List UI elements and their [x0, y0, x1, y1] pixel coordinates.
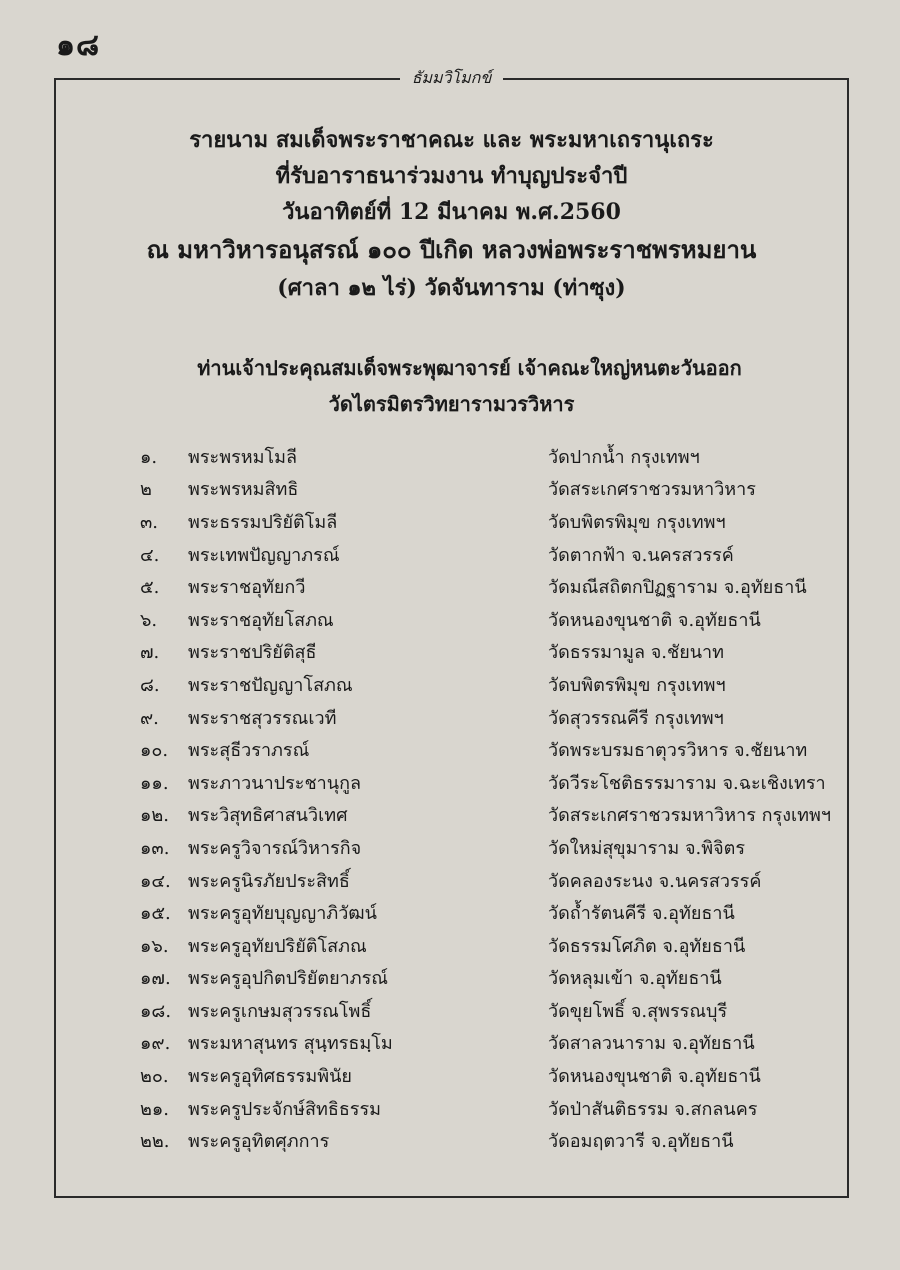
monk-name: พระธรรมปริยัติโมลี — [188, 511, 338, 533]
monk-num: ๒๑. — [140, 1098, 170, 1120]
monk-temple: วัดธรรมโศภิต จ.อุทัยธานี — [548, 935, 746, 957]
monk-name: พระครูวิจารณ์วิหารกิจ — [188, 837, 362, 859]
monk-num: ๒ — [140, 479, 152, 501]
presiding-monk — [56, 350, 847, 422]
list-item — [140, 473, 831, 506]
monk-name: พระสุธีวราภรณ์ — [188, 740, 310, 762]
monk-num: ๘. — [140, 674, 160, 696]
monk-num: ๑๒. — [140, 805, 170, 827]
monk-name: พระวิสุทธิศาสนวิเทศ — [188, 805, 348, 827]
list-item — [140, 603, 831, 636]
monk-num: ๑๑. — [140, 772, 169, 794]
monk-temple: วัดสุวรรณคีรี กรุงเทพฯ — [548, 707, 724, 729]
monk-num: ๑๐. — [140, 740, 169, 762]
list-item — [140, 896, 831, 929]
presiding-temple: วัดไตรมิตรวิทยารามวรวิหาร — [328, 392, 575, 416]
monk-temple: วัดหนองขุนชาติ จ.อุทัยธานี — [548, 1066, 761, 1088]
monk-name: พระพรหมโมลี — [188, 446, 298, 468]
monk-name: พระครูนิรภัยประสิทธิ์ — [188, 870, 350, 892]
list-item — [140, 1059, 831, 1092]
list-item — [140, 962, 831, 995]
title-block — [56, 122, 847, 306]
monk-num: ๑๘. — [140, 1000, 172, 1022]
list-item — [140, 701, 831, 734]
monk-temple: วัดธรรมามูล จ.ชัยนาท — [548, 642, 725, 664]
monk-name: พระราชอุทัยโสภณ — [188, 609, 334, 631]
list-item — [140, 799, 831, 832]
presiding-title: ท่านเจ้าประคุณสมเด็จพระพุฒาจารย์ เจ้าคณะใหญ่หนตะวันออก — [197, 356, 742, 380]
title-line-3: วันอาทิตย์ที่ 12 มีนาคม พ.ศ.2560 — [282, 199, 621, 225]
monk-name: พระครูอุทัยบุญญาภิวัฒน์ — [188, 903, 377, 925]
monk-name: พระพรหมสิทธิ — [188, 479, 299, 501]
monk-num: ๒๐. — [140, 1066, 169, 1088]
monk-num: ๒๒. — [140, 1131, 170, 1153]
monk-temple: วัดมณีสถิตกปิฏฐาราม จ.อุทัยธานี — [548, 577, 807, 599]
list-item — [140, 733, 831, 766]
monk-temple: วัดหนองขุนชาติ จ.อุทัยธานี — [548, 609, 761, 631]
monk-temple: วัดวีระโชติธรรมาราม จ.ฉะเชิงเทรา — [548, 772, 826, 794]
title-line-5: (ศาลา ๑๒ ไร่) วัดจันทาราม (ท่าซุง) — [277, 275, 626, 301]
monk-temple: วัดสระเกศราชวรมหาวิหาร กรุงเทพฯ — [547, 805, 831, 827]
monk-temple: วัดอมฤตวารี จ.อุทัยธานี — [548, 1131, 734, 1153]
monk-name: พระครูอุทิศธรรมพินัย — [188, 1066, 352, 1088]
monk-name: พระครูอุทิตศุภการ — [188, 1131, 330, 1153]
monk-temple: วัดขุยโพธิ์ จ.สุพรรณบุรี — [548, 1000, 728, 1022]
list-item — [140, 570, 831, 603]
monk-temple: วัดหลุมเข้า จ.อุทัยธานี — [548, 968, 722, 990]
monk-temple: วัดสาลวนาราม จ.อุทัยธานี — [548, 1033, 755, 1055]
list-item — [140, 1124, 831, 1157]
list-item — [140, 994, 831, 1027]
monk-name: พระราชปริยัติสุธี — [188, 642, 317, 664]
list-item — [140, 636, 831, 669]
monk-num: ๖. — [140, 609, 158, 631]
monk-name: พระครูเกษมสุวรรณโพธิ์ — [188, 1000, 372, 1022]
title-line-2: ที่รับอาราธนาร่วมงาน ทำบุญประจำปี — [275, 163, 628, 189]
monk-temple: วัดป่าสันติธรรม จ.สกลนคร — [548, 1098, 758, 1120]
running-header — [56, 66, 847, 91]
monk-num: ๗. — [140, 642, 160, 664]
list-item — [140, 440, 831, 473]
list-item — [140, 831, 831, 864]
monk-name: พระเทพปัญญาภรณ์ — [188, 544, 340, 566]
title-line-4: ณ มหาวิหารอนุสรณ์ ๑๐๐ ปีเกิด หลวงพ่อพระราชพรหมยาน — [146, 235, 757, 264]
list-item — [140, 929, 831, 962]
monk-num: ๙. — [140, 707, 159, 729]
monk-temple: วัดปากน้ำ กรุงเทพฯ — [548, 446, 700, 468]
monk-num: ๔. — [140, 544, 160, 566]
running-header-text: ธัมมวิโมกข์ — [400, 68, 504, 87]
list-item — [140, 864, 831, 897]
monk-num: ๕. — [140, 577, 160, 599]
monk-name: พระราชปัญญาโสภณ — [188, 674, 353, 696]
monk-temple: วัดบพิตรพิมุข กรุงเทพฯ — [548, 674, 726, 696]
page-number: ๑๘ — [56, 28, 101, 63]
monk-temple: วัดสระเกศราชวรมหาวิหาร — [548, 479, 756, 501]
list-item — [140, 766, 831, 799]
monk-num: ๑๗. — [140, 968, 171, 990]
list-item — [140, 505, 831, 538]
monk-name: พระครูอุปกิตปริยัตยาภรณ์ — [188, 968, 388, 990]
list-item — [140, 1027, 831, 1060]
monk-name: พระครูอุทัยปริยัติโสภณ — [188, 935, 367, 957]
monk-temple: วัดบพิตรพิมุข กรุงเทพฯ — [548, 511, 726, 533]
monk-num: ๑. — [140, 446, 158, 468]
monk-temple: วัดคลองระนง จ.นครสวรรค์ — [548, 870, 762, 892]
monk-num: ๑๓. — [140, 837, 170, 859]
monk-num: ๑๕. — [140, 903, 171, 925]
monk-name: พระมหาสุนทร สุนฺทรธมฺโม — [188, 1033, 393, 1055]
monk-name: พระราชสุวรรณเวที — [188, 707, 337, 729]
title-line-1: รายนาม สมเด็จพระราชาคณะ และ พระมหาเถรานุเถระ — [189, 127, 714, 153]
monk-num: ๓. — [140, 511, 159, 533]
content-frame — [54, 68, 849, 1198]
list-item — [140, 1092, 831, 1125]
monk-num: ๑๖. — [140, 935, 169, 957]
monk-temple: วัดถ้ำรัตนคีรี จ.อุทัยธานี — [548, 903, 735, 925]
monk-num: ๑๙. — [140, 1033, 171, 1055]
monk-name: พระภาวนาประชานุกูล — [188, 772, 362, 794]
list-item — [140, 538, 831, 571]
monk-num: ๑๔. — [140, 870, 171, 892]
list-item — [140, 668, 831, 701]
monk-temple: วัดใหม่สุขุมาราม จ.พิจิตร — [548, 837, 745, 859]
monk-list — [140, 440, 831, 1157]
monk-temple: วัดตากฟ้า จ.นครสวรรค์ — [548, 544, 734, 566]
monk-name: พระราชอุทัยกวี — [188, 577, 306, 599]
monk-name: พระครูประจักษ์สิทธิธรรม — [188, 1098, 382, 1120]
monk-temple: วัดพระบรมธาตุวรวิหาร จ.ชัยนาท — [548, 740, 808, 762]
